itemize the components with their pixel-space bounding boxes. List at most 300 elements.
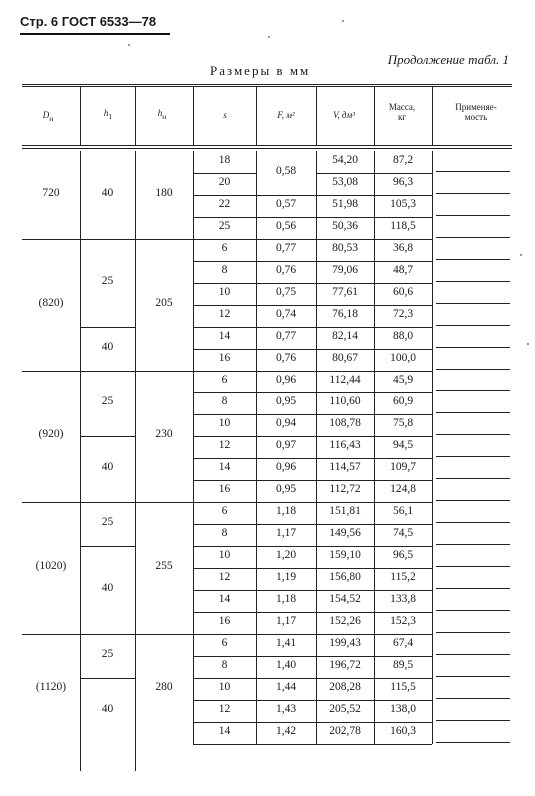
row-rule: [374, 678, 432, 679]
cell-v: 199,43: [329, 636, 361, 649]
row-rule: [436, 215, 510, 216]
cell-mass: 60,6: [392, 285, 414, 298]
cell-f: 0,75: [275, 285, 297, 298]
cell-mass: 105,3: [390, 197, 416, 210]
cell-hn: 280: [155, 680, 173, 693]
cell-f: 0,94: [275, 417, 297, 430]
cell-v: 208,28: [329, 680, 361, 693]
row-rule: [256, 700, 316, 701]
row-rule: [374, 392, 432, 393]
row-rule: [256, 283, 316, 284]
cell-v: 112,72: [329, 483, 361, 496]
row-rule: [193, 327, 256, 328]
row-rule: [316, 722, 374, 723]
cell-f: 1,18: [275, 593, 297, 605]
block-rule: [80, 371, 135, 372]
row-rule: [374, 239, 432, 240]
row-rule: [316, 502, 374, 503]
cell-v: 149,56: [329, 527, 361, 540]
cell-v: 80,67: [332, 351, 358, 364]
header-column-divider: [80, 86, 81, 146]
row-rule: [374, 546, 432, 547]
cell-s: 8: [221, 658, 228, 671]
cell-h1: 25: [101, 274, 114, 287]
row-rule: [436, 237, 510, 238]
cell-mass: 94,5: [392, 439, 414, 452]
row-rule: [256, 634, 316, 635]
cell-v: 156,80: [329, 571, 361, 584]
row-rule: [193, 546, 256, 547]
cell-v: 151,81: [329, 505, 361, 518]
row-rule: [316, 524, 374, 525]
cell-mass: 75,8: [392, 417, 414, 430]
row-rule: [256, 217, 316, 218]
row-rule: [316, 678, 374, 679]
row-rule: [436, 259, 510, 260]
group-rule: [22, 634, 80, 635]
row-rule: [256, 327, 316, 328]
row-rule: [374, 458, 432, 459]
cell-f: 0,96: [275, 373, 297, 386]
cell-s: 14: [218, 724, 231, 737]
cell-f: 0,77: [275, 241, 297, 254]
cell-v: 54,20: [332, 154, 358, 166]
cell-mass: 115,5: [390, 680, 416, 693]
row-rule: [316, 261, 374, 262]
cell-f: 1,42: [275, 724, 297, 737]
group-rule: [135, 371, 193, 372]
row-rule: [193, 195, 256, 196]
header-use: Применяе- мость: [455, 102, 497, 122]
row-rule: [193, 436, 256, 437]
cell-mass: 115,2: [390, 571, 416, 584]
cell-s: 10: [218, 680, 231, 693]
block-rule: [80, 546, 135, 547]
row-rule: [193, 612, 256, 613]
cell-s: 18: [218, 154, 231, 166]
group-rule: [22, 371, 80, 372]
table-top-rule: [22, 84, 512, 85]
cell-s: 12: [218, 439, 231, 452]
cell-mass: 45,9: [392, 373, 414, 386]
cell-v: 80,53: [332, 241, 358, 254]
block-rule: [80, 436, 135, 437]
header-column-divider: [135, 86, 136, 146]
row-rule: [374, 283, 432, 284]
cell-s: 14: [218, 329, 231, 342]
cell-mass: 109,7: [390, 461, 416, 474]
cell-h1: 40: [101, 186, 114, 199]
cell-f: 1,17: [275, 527, 297, 540]
cell-hn: 255: [155, 560, 173, 573]
cell-f: 0,96: [275, 461, 297, 474]
row-rule: [256, 392, 316, 393]
cell-s: 16: [218, 351, 231, 364]
row-rule: [316, 414, 374, 415]
cell-f: 0,57: [275, 197, 297, 210]
row-rule: [374, 327, 432, 328]
cell-s: 16: [218, 483, 231, 496]
cell-v: 77,61: [332, 285, 358, 298]
cell-s: 25: [218, 219, 231, 232]
cell-s: 12: [218, 571, 231, 584]
cell-v: 82,14: [332, 329, 358, 342]
row-rule: [436, 522, 510, 523]
cell-s: 14: [218, 461, 231, 474]
row-rule: [316, 700, 374, 701]
row-rule: [256, 195, 316, 196]
cell-d: (1120): [35, 680, 67, 693]
row-rule: [316, 612, 374, 613]
cell-f: 1,40: [275, 658, 297, 671]
cell-h1: 40: [101, 340, 114, 353]
cell-f: 1,43: [275, 702, 297, 715]
continuation-label: Продолжение табл. 1: [387, 52, 509, 67]
row-rule: [256, 656, 316, 657]
row-rule: [374, 524, 432, 525]
cell-h1: 40: [101, 461, 114, 474]
table-top-rule: [22, 86, 512, 87]
cell-mass: 133,8: [390, 593, 416, 605]
row-rule: [256, 239, 316, 240]
header-v: V, дм³: [333, 110, 355, 120]
scan-mark: [527, 343, 529, 345]
row-rule: [256, 568, 316, 569]
cell-s: 10: [218, 417, 231, 430]
row-rule: [193, 458, 256, 459]
cell-h1: 25: [101, 647, 114, 660]
row-rule: [316, 327, 374, 328]
row-rule: [193, 722, 256, 723]
column-divider: [135, 151, 136, 771]
cell-mass: 36,8: [392, 241, 414, 254]
row-rule: [256, 502, 316, 503]
row-rule: [436, 478, 510, 479]
row-rule: [436, 171, 510, 172]
cell-s: 14: [218, 593, 231, 605]
cell-f: 1,17: [275, 614, 297, 627]
row-rule: [256, 546, 316, 547]
row-rule: [436, 412, 510, 413]
row-rule: [374, 568, 432, 569]
row-rule: [256, 744, 316, 745]
row-rule: [316, 305, 374, 306]
row-rule: [316, 392, 374, 393]
cell-mass: 88,0: [392, 329, 414, 342]
row-rule: [256, 458, 316, 459]
row-rule: [193, 480, 256, 481]
cell-h1: 40: [101, 582, 114, 594]
cell-f: 0,56: [275, 219, 297, 232]
cell-f: 1,20: [275, 549, 297, 562]
cell-s: 6: [221, 505, 228, 518]
units-label: Размеры в мм: [210, 63, 311, 78]
row-rule: [193, 700, 256, 701]
row-rule: [436, 654, 510, 655]
row-rule: [436, 720, 510, 721]
row-rule: [316, 744, 374, 745]
row-rule: [256, 524, 316, 525]
row-rule: [316, 656, 374, 657]
row-rule: [436, 303, 510, 304]
scan-mark: [342, 20, 344, 22]
row-rule: [374, 656, 432, 657]
cell-f: 1,41: [275, 636, 297, 649]
row-rule: [316, 634, 374, 635]
cell-mass: 87,2: [392, 154, 414, 166]
row-rule: [256, 261, 316, 262]
cell-f: 0,58: [275, 164, 297, 177]
cell-f: 0,76: [275, 351, 297, 364]
row-rule: [193, 634, 256, 635]
cell-mass: 118,5: [390, 219, 416, 232]
row-rule: [316, 239, 374, 240]
row-rule: [374, 371, 432, 372]
block-rule: [80, 239, 135, 240]
cell-v: 202,78: [329, 724, 361, 737]
cell-s: 8: [221, 263, 228, 276]
row-rule: [374, 349, 432, 350]
cell-v: 50,36: [332, 219, 358, 232]
row-rule: [193, 173, 256, 174]
cell-s: 6: [221, 636, 228, 649]
row-rule: [436, 369, 510, 370]
row-rule: [374, 436, 432, 437]
cell-v: 79,06: [332, 263, 358, 276]
row-rule: [193, 283, 256, 284]
cell-s: 22: [218, 197, 231, 210]
cell-d: 720: [42, 186, 60, 199]
cell-d: (1020): [35, 560, 67, 573]
column-divider: [432, 151, 433, 744]
row-rule: [374, 700, 432, 701]
row-rule: [374, 590, 432, 591]
row-rule: [256, 436, 316, 437]
row-rule: [316, 371, 374, 372]
row-rule: [436, 434, 510, 435]
cell-f: 0,97: [275, 439, 297, 452]
cell-v: 154,52: [329, 593, 361, 605]
row-rule: [374, 744, 432, 745]
cell-mass: 100,0: [390, 351, 416, 364]
cell-f: 1,18: [275, 505, 297, 518]
cell-mass: 96,3: [392, 175, 414, 188]
row-rule: [374, 414, 432, 415]
table-header-rule: [22, 148, 512, 149]
row-rule: [193, 305, 256, 306]
cell-h1: 40: [101, 702, 114, 715]
cell-s: 8: [221, 527, 228, 540]
row-rule: [256, 480, 316, 481]
row-rule: [436, 698, 510, 699]
row-rule: [316, 458, 374, 459]
row-rule: [256, 371, 316, 372]
row-rule: [316, 195, 374, 196]
cell-mass: 74,5: [392, 527, 414, 540]
row-rule: [316, 436, 374, 437]
row-rule: [193, 349, 256, 350]
cell-v: 205,52: [329, 702, 361, 715]
scan-mark: [520, 254, 522, 256]
cell-mass: 96,5: [392, 549, 414, 562]
block-rule: [80, 634, 135, 635]
cell-v: 159,10: [329, 549, 361, 562]
page-header: Стр. 6 ГОСТ 6533—78: [20, 14, 157, 29]
cell-mass: 152,3: [390, 614, 416, 627]
row-rule: [193, 678, 256, 679]
row-rule: [374, 502, 432, 503]
cell-s: 6: [221, 241, 228, 254]
cell-hn: 180: [155, 186, 173, 199]
row-rule: [256, 722, 316, 723]
row-rule: [256, 590, 316, 591]
cell-mass: 124,8: [390, 483, 416, 496]
cell-mass: 48,7: [392, 263, 414, 276]
row-rule: [316, 590, 374, 591]
row-rule: [256, 678, 316, 679]
row-rule: [193, 568, 256, 569]
cell-v: 152,26: [329, 614, 361, 627]
row-rule: [193, 217, 256, 218]
cell-f: 1,44: [275, 680, 297, 693]
row-rule: [436, 193, 510, 194]
cell-f: 1,19: [275, 571, 297, 584]
row-rule: [193, 261, 256, 262]
header-h1: $h_1$: [103, 108, 113, 121]
row-rule: [436, 610, 510, 611]
scan-mark: [268, 36, 270, 38]
header-s: s: [223, 110, 227, 120]
row-rule: [436, 390, 510, 391]
row-rule: [193, 371, 256, 372]
row-rule: [436, 456, 510, 457]
cell-mass: 72,3: [392, 307, 414, 320]
row-rule: [436, 632, 510, 633]
cell-d: (920): [38, 428, 64, 441]
row-rule: [436, 325, 510, 326]
group-rule: [135, 239, 193, 240]
cell-v: 114,57: [329, 461, 361, 474]
cell-mass: 138,0: [390, 702, 416, 715]
row-rule: [256, 305, 316, 306]
cell-s: 10: [218, 549, 231, 562]
cell-h1: 25: [101, 395, 114, 408]
cell-v: 76,18: [332, 307, 358, 320]
block-rule: [80, 327, 135, 328]
row-rule: [256, 414, 316, 415]
row-rule: [193, 502, 256, 503]
row-rule: [316, 480, 374, 481]
header-f: F, м²: [277, 110, 295, 120]
cell-s: 6: [221, 373, 228, 386]
row-rule: [374, 634, 432, 635]
header-mass: Масса, кг: [388, 102, 416, 122]
row-rule: [374, 195, 432, 196]
header-d: $D_н$: [42, 110, 54, 123]
row-rule: [256, 349, 316, 350]
row-rule: [316, 349, 374, 350]
cell-s: 16: [218, 614, 231, 627]
cell-d: (820): [38, 296, 64, 309]
group-rule: [135, 634, 193, 635]
cell-f: 0,76: [275, 263, 297, 276]
scan-mark: [128, 44, 130, 46]
row-rule: [436, 588, 510, 589]
row-rule: [316, 173, 374, 174]
cell-f: 0,95: [275, 483, 297, 496]
header-hn: $h_н$: [157, 108, 167, 121]
cell-v: 108,78: [329, 417, 361, 430]
row-rule: [316, 568, 374, 569]
cell-f: 0,74: [275, 307, 297, 320]
row-rule: [374, 217, 432, 218]
cell-v: 51,98: [332, 197, 358, 210]
row-rule: [193, 392, 256, 393]
row-rule: [193, 744, 256, 745]
block-rule: [80, 502, 135, 503]
cell-h1: 25: [101, 516, 114, 529]
cell-s: 20: [218, 175, 231, 188]
row-rule: [193, 414, 256, 415]
header-column-divider: [432, 86, 433, 146]
group-rule: [135, 502, 193, 503]
cell-hn: 230: [155, 428, 173, 441]
table-header-rule: [22, 145, 512, 146]
cell-f: 0,77: [275, 329, 297, 342]
cell-v: 110,60: [329, 395, 361, 408]
group-rule: [22, 239, 80, 240]
group-rule: [22, 502, 80, 503]
row-rule: [256, 612, 316, 613]
row-rule: [374, 305, 432, 306]
block-rule: [80, 678, 135, 679]
cell-mass: 67,4: [392, 636, 414, 649]
header-column-divider: [193, 86, 194, 146]
header-rule: [20, 33, 170, 35]
row-rule: [436, 742, 510, 743]
row-rule: [436, 676, 510, 677]
row-rule: [193, 590, 256, 591]
row-rule: [374, 261, 432, 262]
row-rule: [436, 281, 510, 282]
row-rule: [316, 546, 374, 547]
cell-s: 12: [218, 307, 231, 320]
cell-mass: 160,3: [390, 724, 416, 737]
row-rule: [436, 500, 510, 501]
cell-f: 0,95: [275, 395, 297, 408]
cell-mass: 60,9: [392, 395, 414, 408]
row-rule: [374, 612, 432, 613]
cell-hn: 205: [155, 296, 173, 309]
row-rule: [316, 217, 374, 218]
cell-v: 112,44: [329, 373, 361, 386]
cell-v: 196,72: [329, 658, 361, 671]
cell-s: 8: [221, 395, 228, 408]
row-rule: [193, 656, 256, 657]
column-divider: [80, 151, 81, 771]
row-rule: [436, 544, 510, 545]
cell-s: 10: [218, 285, 231, 298]
cell-v: 116,43: [329, 439, 361, 452]
row-rule: [374, 480, 432, 481]
row-rule: [316, 283, 374, 284]
row-rule: [193, 524, 256, 525]
row-rule: [436, 347, 510, 348]
row-rule: [374, 722, 432, 723]
cell-v: 53,08: [332, 175, 358, 188]
cell-mass: 89,5: [392, 658, 414, 671]
row-rule: [374, 173, 432, 174]
